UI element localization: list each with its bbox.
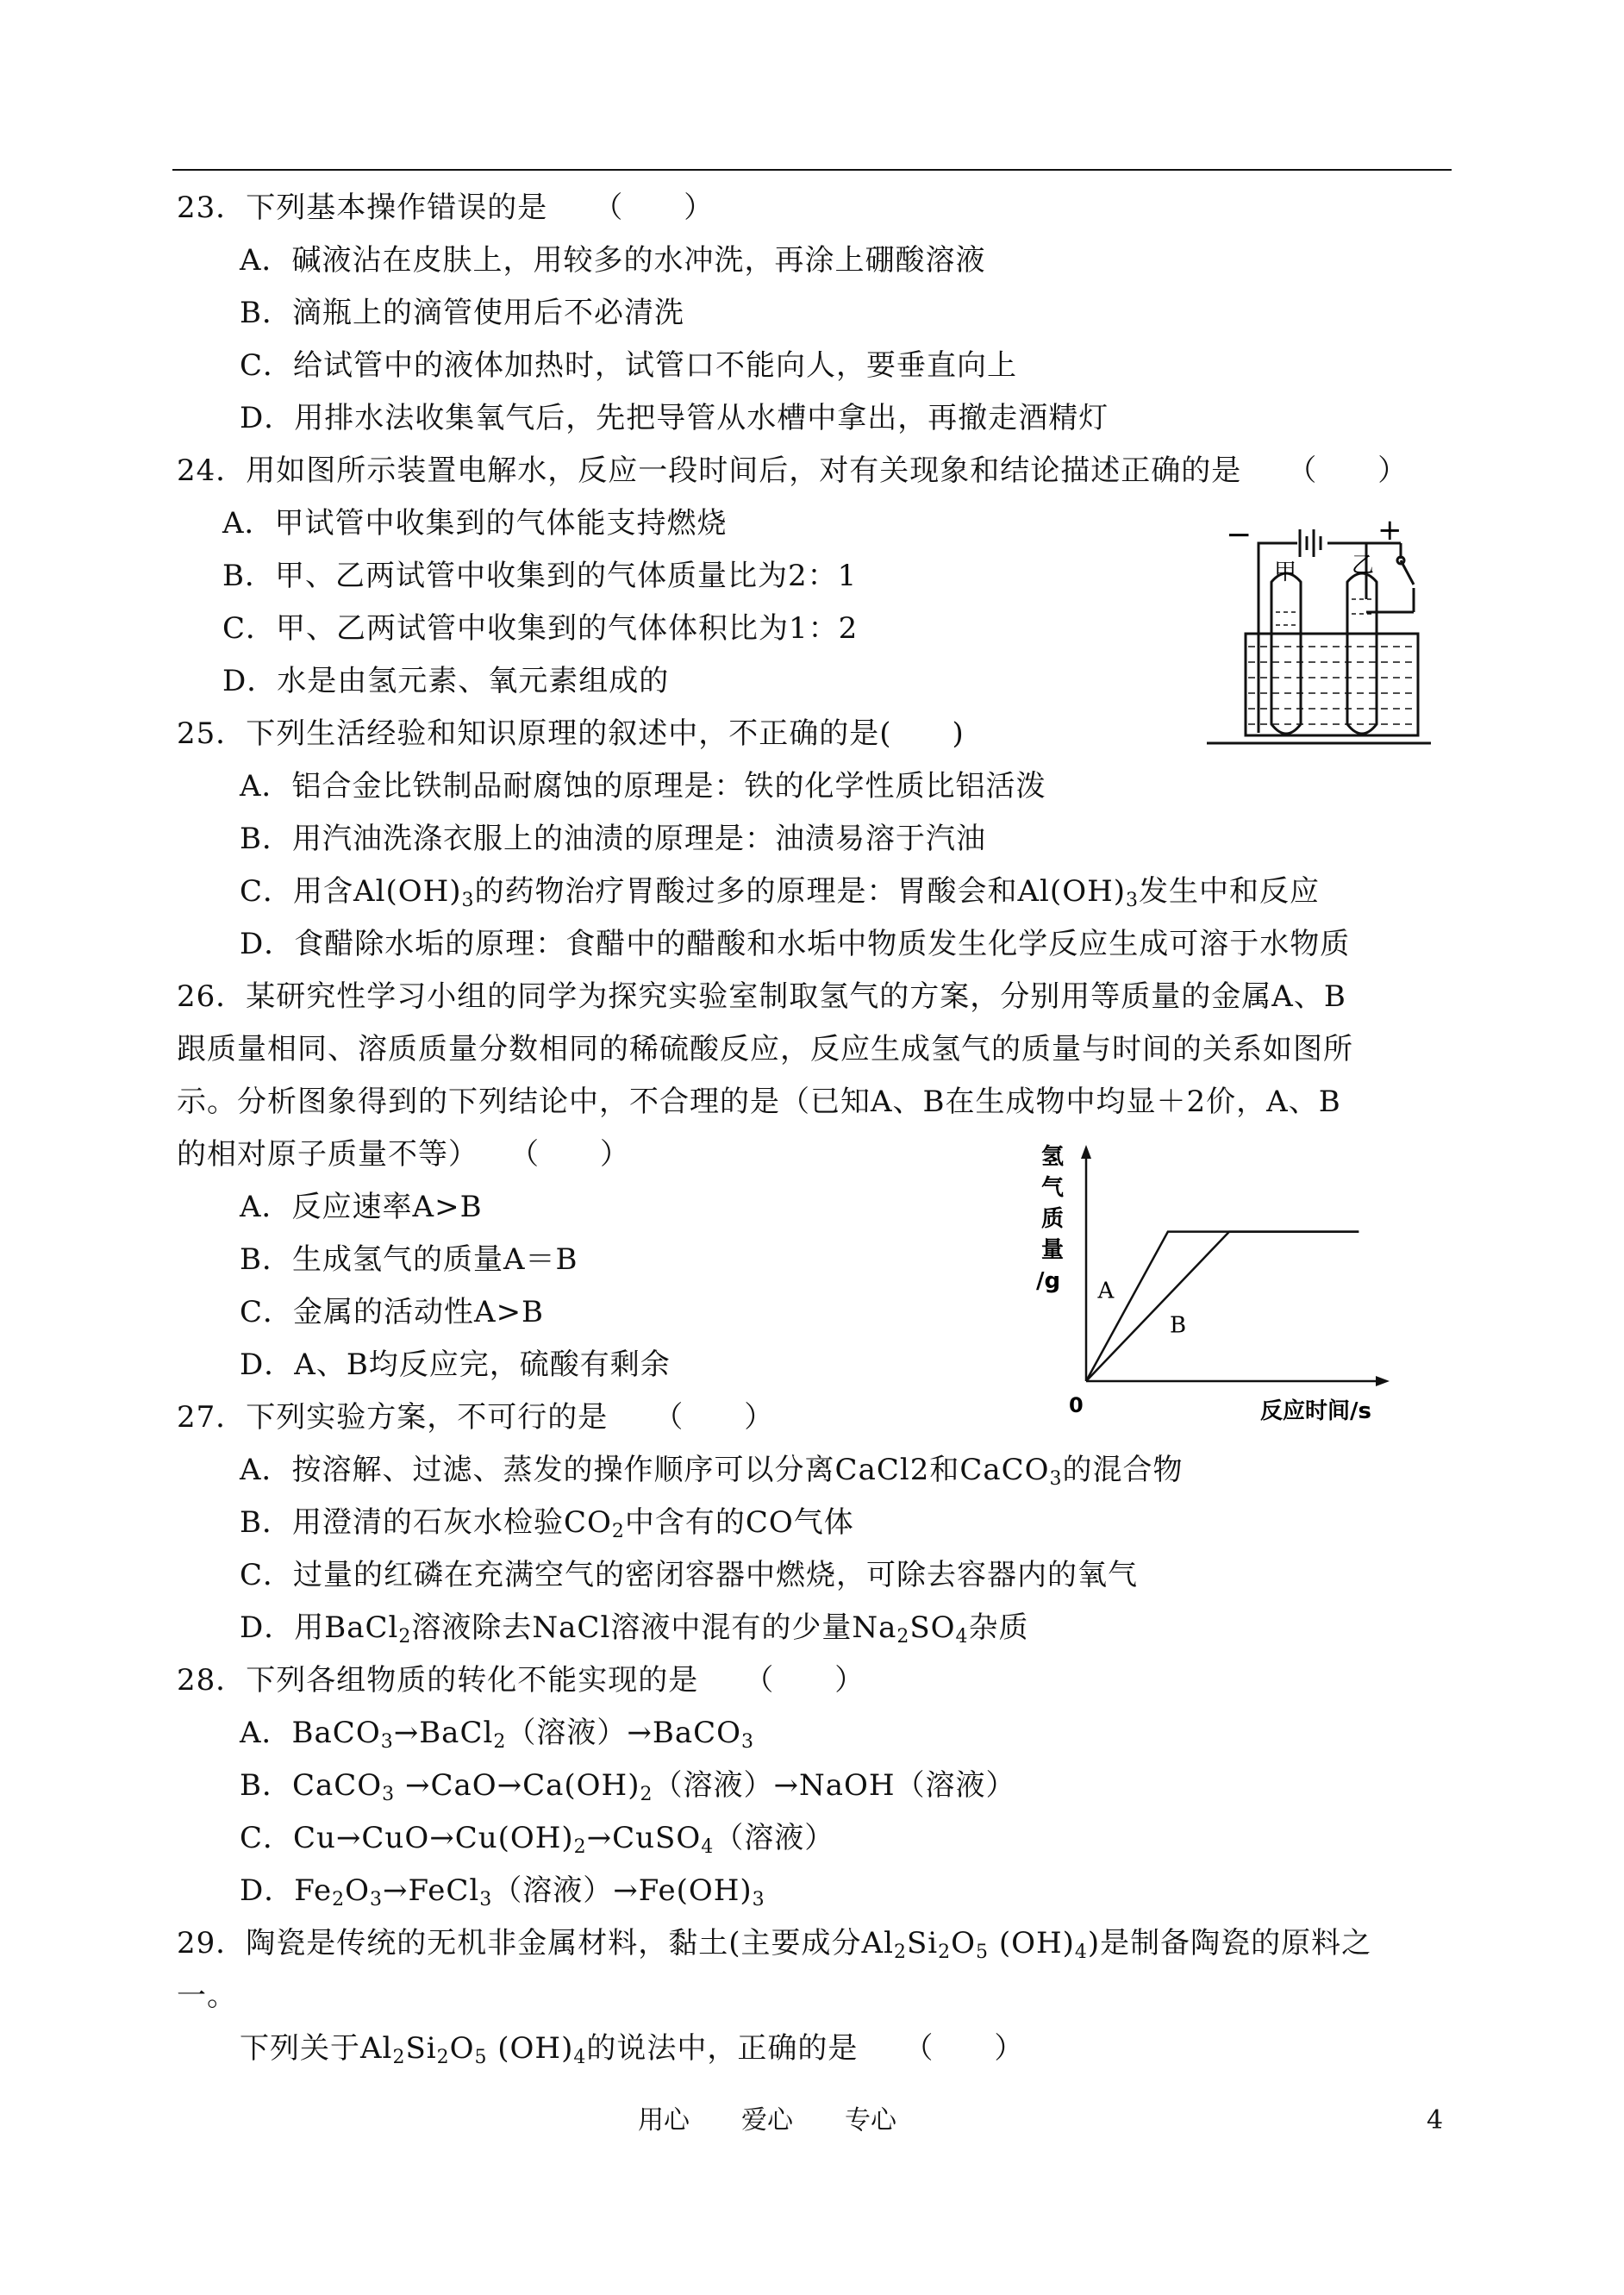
series-label-a: A (1097, 1278, 1115, 1304)
q27-option-a: A．按溶解、过滤、蒸发的操作顺序可以分离CaCl2和CaCO$_3$的混合物 (240, 1453, 1184, 1490)
q29-stem-line1: 29．陶瓷是传统的无机非金属材料，黏土(主要成分$Al_2Si_2O_5$ $(OH)_4$)是制备陶瓷的原料之 (177, 1926, 1372, 1963)
plus-sign: + (1377, 517, 1402, 547)
tube-label-jia: 甲 (1274, 560, 1297, 585)
q25-option-b: B．用汽油洗涤衣服上的油渍的原理是：油渍易溶于汽油 (240, 822, 986, 856)
footer-motto: 用心 爱心 专心 (638, 2105, 896, 2136)
q26-option-a: A．反应速率A>B (240, 1190, 483, 1224)
hydrogen-mass-chart (1034, 1138, 1396, 1431)
y-axis-label (1036, 1144, 1064, 1294)
q26-stem-line2: 跟质量相同、溶质质量分数相同的稀硫酸反应，反应生成氢气的质量与时间的关系如图所 (177, 1032, 1353, 1066)
q28-option-a: A．BaCO$_3$→BaCl$_2$（溶液）→BaCO$_3$ (240, 1716, 754, 1753)
tube-label-yi: 乙 (1352, 553, 1375, 578)
minus-sign: − (1226, 517, 1252, 553)
q24-option-d: D．水是由氢元素、氧元素组成的 (222, 664, 670, 698)
q24-option-b: B．甲、乙两试管中收集到的气体质量比为2：1 (222, 559, 858, 593)
q28-option-c: C．$Cu\to CuO\to Cu(OH)_2\to CuSO_4$（溶液） (240, 1821, 835, 1858)
q25-option-d: D．食醋除水垢的原理：食醋中的醋酸和水垢中物质发生化学反应生成可溶于水物质 (240, 927, 1351, 961)
q29-stem-line2: 一。 (177, 1979, 237, 2013)
q24-option-c: C．甲、乙两试管中收集到的气体体积比为1：2 (222, 611, 859, 646)
chart-series (1086, 1232, 1359, 1381)
q26-stem-line4: 的相对原子质量不等） （ ） (177, 1137, 630, 1172)
q23-option-a: A．碱液沾在皮肤上，用较多的水冲洗，再涂上硼酸溶液 (240, 243, 986, 278)
q26-stem-line1: 26．某研究性学习小组的同学为探究实验室制取氢气的方案，分别用等质量的金属A、B (177, 979, 1346, 1014)
q27-option-d: D．用BaCl$_2$溶液除去NaCl溶液中混有的少量$Na_2SO_4$杂质 (240, 1610, 1029, 1648)
water-hatching (1248, 599, 1415, 724)
q24-option-a: A．甲试管中收集到的气体能支持燃烧 (222, 506, 728, 541)
q26-option-d: D．A、B均反应完，硫酸有剩余 (240, 1348, 671, 1382)
q25-option-a: A．铝合金比铁制品耐腐蚀的原理是：铁的化学性质比铝活泼 (240, 769, 1046, 804)
q26-option-b: B．生成氢气的质量A＝B (240, 1242, 578, 1277)
y-axis-label-char: /g (1036, 1268, 1061, 1294)
x-axis-arrow (1376, 1376, 1390, 1386)
q29-stem-line3: 下列关于$Al_2Si_2O_5$ $(OH)_4$的说法中，正确的是 （ ） (240, 2031, 1025, 2068)
q23-option-b: B．滴瓶上的滴管使用后不必清洗 (240, 296, 684, 330)
series-label-b: B (1170, 1312, 1187, 1339)
electrolysis-apparatus-figure (1207, 517, 1431, 746)
q24-stem: 24．用如图所示装置电解水，反应一段时间后，对有关现象和结论描述正确的是 （ ） (177, 453, 1409, 488)
q23-option-d: D．用排水法收集氧气后，先把导管从水槽中拿出，再撤走酒精灯 (240, 401, 1109, 435)
q28-option-d: D．$Fe_2O_3\to FeCl_3$（溶液）$\to Fe(OH)_3$ (240, 1873, 765, 1910)
y-axis-label-char: 质 (1041, 1206, 1065, 1232)
page-number: 4 (1427, 2105, 1444, 2136)
q26-option-c: C．金属的活动性A>B (240, 1295, 545, 1329)
y-axis-label-char: 氢 (1041, 1144, 1065, 1170)
q28-option-b: B．CaCO$_3$ $\to CaO\to Ca(OH)_2$（溶液）→NaOH（溶液） (240, 1768, 1016, 1805)
q23-option-c: C．给试管中的液体加热时，试管口不能向人，要垂直向上 (240, 348, 1018, 383)
q27-stem: 27．下列实验方案，不可行的是 （ ） (177, 1400, 775, 1435)
q25-stem: 25．下列生活经验和知识原理的叙述中，不正确的是( ) (177, 716, 965, 751)
q23-stem: 23．下列基本操作错误的是 （ ） (177, 191, 715, 225)
q27-option-b: B．用澄清的石灰水检验$CO_2$中含有的CO气体 (240, 1505, 854, 1542)
header-rule (172, 169, 1452, 171)
series-line-a (1086, 1232, 1359, 1381)
q26-stem-line3: 示。分析图象得到的下列结论中，不合理的是（已知A、B在生成物中均显＋2价，A、B (177, 1085, 1341, 1119)
y-axis-label-char: 量 (1041, 1237, 1065, 1263)
q25-option-c: C．用含$Al(OH)_3$的药物治疗胃酸过多的原理是：胃酸会和$Al(OH)_3$发生中和反应 (240, 874, 1320, 911)
q27-option-c: C．过量的红磷在充满空气的密闭容器中燃烧，可除去容器内的氧气 (240, 1558, 1139, 1592)
y-axis-arrow (1081, 1145, 1091, 1159)
origin-label: 0 (1069, 1393, 1084, 1417)
q28-stem: 28．下列各组物质的转化不能实现的是 （ ） (177, 1663, 865, 1698)
x-axis-label: 反应时间/s (1260, 1398, 1371, 1424)
y-axis-label-char: 气 (1041, 1175, 1065, 1201)
